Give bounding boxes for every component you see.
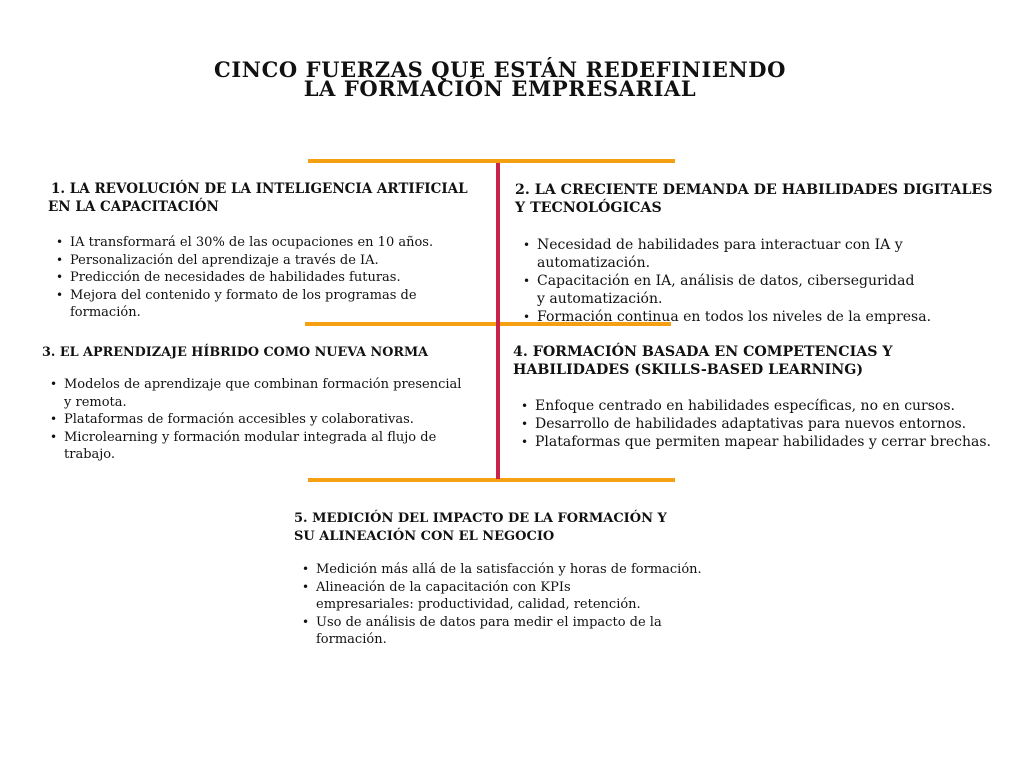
title-line-2: LA FORMACIÓN EMPRESARIAL: [303, 76, 697, 101]
list-item: • Microlearning y formación modular integrada al flujo de trabajo.: [42, 429, 482, 464]
section-impact-measurement: [294, 510, 714, 649]
section-heading: 1. LA REVOLUCIÓN DE LA INTELIGENCIA ARTIFICIAL EN LA CAPACITACIÓN: [48, 181, 468, 215]
list-item: • Plataformas que permiten mapear habilidades y cerrar brechas.: [513, 433, 1003, 451]
title-line-1: CINCO FUERZAS QUE ESTÁN REDEFINIENDO: [214, 57, 786, 82]
bullet-list: [515, 236, 1005, 326]
section-digital-skills: [515, 181, 1005, 326]
section-heading: 2. LA CRECIENTE DEMANDA DE HABILIDADES DIGITALES Y TECNOLÓGICAS: [515, 182, 993, 216]
page-title: [0, 57, 1000, 101]
list-item: • Medición más allá de la satisfacción y horas de formación.: [294, 561, 714, 579]
list-item: • Uso de análisis de datos para medir el impacto de la formación.: [294, 614, 714, 649]
list-item: • Formación continua en todos los niveles de la empresa.: [515, 308, 1005, 326]
list-item: • Personalización del aprendizaje a través de IA.: [48, 252, 478, 270]
list-item: • Alineación de la capacitación con KPIs empresariales: productividad, calidad, retención.: [294, 579, 714, 614]
section-heading: 5. MEDICIÓN DEL IMPACTO DE LA FORMACIÓN Y SU ALINEACIÓN CON EL NEGOCIO: [294, 511, 667, 544]
bullet-list: [42, 376, 482, 464]
list-item: • Desarrollo de habilidades adaptativas para nuevos entornos.: [513, 415, 1003, 433]
list-item: • Mejora del contenido y formato de los programas de formación.: [48, 287, 478, 322]
vertical-divider: [496, 163, 500, 479]
list-item: • IA transformará el 30% de las ocupaciones en 10 años.: [48, 234, 478, 252]
bullet-list: [513, 397, 1003, 451]
section-skills-based: [513, 343, 1003, 451]
list-item: • Modelos de aprendizaje que combinan formación presencial y remota.: [42, 376, 482, 411]
list-item: • Plataformas de formación accesibles y colaborativas.: [42, 411, 482, 429]
section-heading: 3. EL APRENDIZAJE HÍBRIDO COMO NUEVA NORMA: [42, 345, 429, 360]
bullet-list: [48, 234, 478, 322]
list-item: • Enfoque centrado en habilidades específicas, no en cursos.: [513, 397, 1003, 415]
section-heading: 4. FORMACIÓN BASADA EN COMPETENCIAS Y HABILIDADES (SKILLS-BASED LEARNING): [513, 344, 893, 378]
section-hybrid-learning: [42, 344, 482, 464]
top-divider: [308, 159, 675, 163]
list-item: • Predicción de necesidades de habilidades futuras.: [48, 269, 478, 287]
list-item: • Capacitación en IA, análisis de datos, ciberseguridad y automatización.: [515, 272, 1005, 308]
bullet-list: [294, 561, 714, 649]
section-ai-revolution: [48, 180, 478, 322]
bottom-divider: [308, 478, 675, 482]
list-item: • Necesidad de habilidades para interactuar con IA y automatización.: [515, 236, 1005, 272]
